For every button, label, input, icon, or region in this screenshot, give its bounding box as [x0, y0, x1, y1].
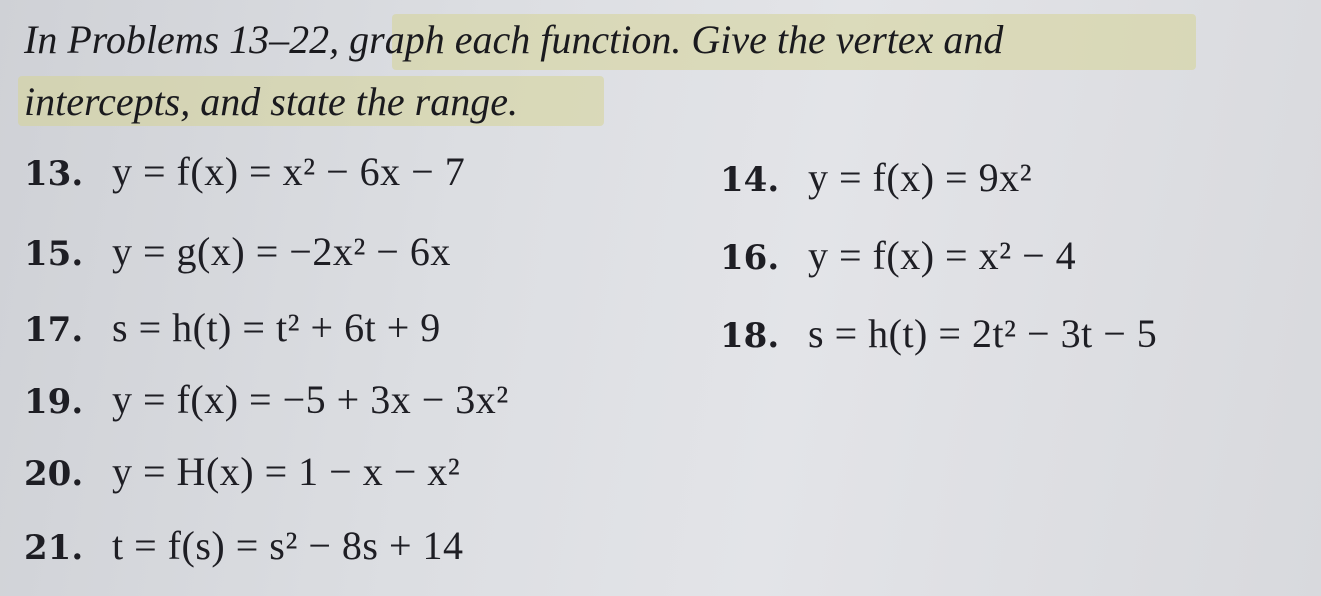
problem-number: 14. [720, 160, 780, 200]
problem-18 [720, 311, 1158, 356]
problem-number: 15. [24, 234, 84, 274]
problem-20 [24, 449, 461, 494]
problem-equation: y = f(x) = −5 + 3x − 3x² [112, 377, 509, 422]
problem-equation: y = H(x) = 1 − x − x² [112, 449, 461, 494]
problem-number: 21. [24, 528, 84, 568]
problem-13 [24, 149, 466, 194]
problem-17 [24, 305, 441, 350]
problem-number: 17. [24, 310, 84, 350]
problem-number: 18. [720, 316, 780, 356]
problem-19 [24, 377, 509, 422]
problem-equation: y = g(x) = −2x² − 6x [112, 229, 451, 274]
instruction-line-1: In Problems 13–22, graph each function. Give the vertex and [24, 17, 1004, 62]
problem-number: 13. [24, 154, 84, 194]
problem-equation: y = f(x) = x² − 6x − 7 [112, 149, 466, 194]
problem-number: 19. [24, 382, 84, 422]
problem-15 [24, 229, 451, 274]
problem-14 [720, 155, 1033, 200]
problem-21 [24, 523, 464, 568]
instruction-line-2: intercepts, and state the range. [24, 79, 518, 124]
problem-equation: t = f(s) = s² − 8s + 14 [112, 523, 464, 568]
problem-equation: s = h(t) = t² + 6t + 9 [112, 305, 441, 350]
problem-number: 20. [24, 454, 84, 494]
problem-number: 16. [720, 238, 780, 278]
problem-equation: y = f(x) = x² − 4 [808, 233, 1077, 278]
problem-equation: y = f(x) = 9x² [808, 155, 1033, 200]
problem-equation: s = h(t) = 2t² − 3t − 5 [808, 311, 1158, 356]
problem-16 [720, 233, 1077, 278]
